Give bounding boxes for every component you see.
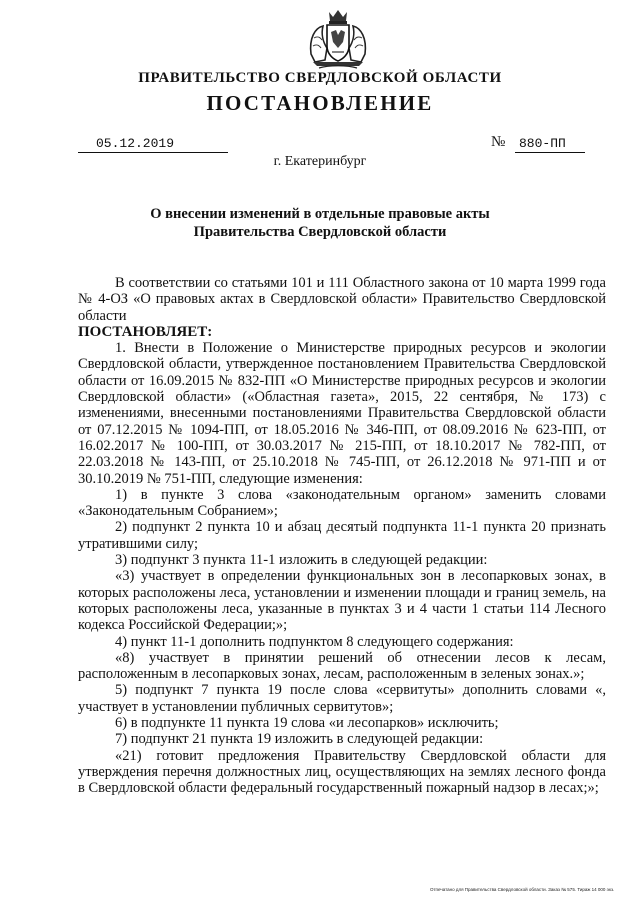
number-line xyxy=(515,136,585,153)
coat-of-arms-icon xyxy=(305,8,371,70)
resolves-heading: ПОСТАНОВЛЯЕТ: xyxy=(78,323,213,340)
print-footer: Отпечатано для Правительства Свердловской области. Заказ № 575. Тираж 14 000 экз. xyxy=(430,887,615,892)
document-number: 880-ПП xyxy=(519,136,566,151)
title-line-1: О внесении изменений в отдельные правовые акты xyxy=(150,206,490,222)
document-title xyxy=(0,205,640,241)
city: г. Екатеринбург xyxy=(273,154,367,169)
paragraph-subitem-6: 6) в подпункте 11 пункта 19 слова «и лесопарков» исключить; xyxy=(115,715,499,732)
paragraph-subitem-5: 5) подпункт 7 пункта 19 после слова «сервитуты» дополнить словами «, участвует в установлении публичных сервитутов»; xyxy=(78,682,606,715)
paragraph-quote-8: «8) участвует в принятии решений об отнесении лесов к лесам, расположенным в лесопарковых зонах, лесам, расположенным в зеленых зонах.»; xyxy=(78,649,606,683)
paragraph-subitem-1: 1) в пункте 3 слова «законодательным органом» заменить словами «Законодательным Собранием»; xyxy=(78,486,606,520)
paragraph-quote-3: «3) участвует в определении функциональных зон в лесопарковых зонах, в которых расположены леса, установлении и изменении площади и границ земель, на которых расположены леса, указанные в пунктах 3 и 4 части 1 статьи 114 Лесного кодекса Российской Федерации;»; xyxy=(78,568,606,634)
document-type: ПОСТАНОВЛЕНИЕ xyxy=(206,91,434,115)
paragraph-subitem-3: 3) подпункт 3 пункта 11-1 изложить в следующей редакции: xyxy=(115,552,488,569)
paragraph-item-1: 1. Внести в Положение о Министерстве природных ресурсов и экологии Свердловской области, утвержденное постановлением Правительства Свердловской области от 16.09.2015 № 832-ПП «О Министерстве природных ресурсов и экологии Свердловской области» («Областная газета», 2015, 22 сентября, № 173) с изменениями, внесенными постановлениями Правительства Свердловской области от 07.12.2015 № 1094-ПП, от 18.05.2016 № 346-ПП, от 08.09.2016 № 623-ПП, от 16.02.2017 № 100-ПП, от 30.03.2017 № 215-ПП, от 18.10.2017 № 782-ПП, от 22.03.2018 № 143-ПП, от 25.10.2018 № 745-ПП, от 26.12.2018 № 971-ПП и от 30.10.2019 № 751-ПП, следующие изменения: xyxy=(78,340,606,487)
title-line-2: Правительства Свердловской области xyxy=(193,224,447,240)
number-sign: № xyxy=(491,134,506,150)
document-body xyxy=(78,275,606,797)
paragraph-quote-21: «21) готовит предложения Правительству Свердловской области для утверждения перечня должностных лиц, осуществляющих на землях лесного фонда в Свердловской области федеральный государственный пожарный надзор в лесах;»; xyxy=(78,747,606,797)
intro-paragraph: В соответствии со статьями 101 и 111 Областного закона от 10 марта 1999 года № 4-ОЗ «О правовых актах в Свердловской области» Правительство Свердловской области xyxy=(78,275,606,324)
paragraph-subitem-7: 7) подпункт 21 пункта 19 изложить в следующей редакции: xyxy=(115,731,484,748)
government-name: ПРАВИТЕЛЬСТВО СВЕРДЛОВСКОЙ ОБЛАСТИ xyxy=(138,70,502,86)
paragraph-subitem-4: 4) пункт 11-1 дополнить подпунктом 8 следующего содержания: xyxy=(115,633,514,650)
date-line xyxy=(78,136,228,153)
paragraph-subitem-2: 2) подпункт 2 пункта 10 и абзац десятый подпункта 11-1 пункта 20 признать утратившими силу; xyxy=(78,519,606,552)
document-date: 05.12.2019 xyxy=(96,136,175,151)
